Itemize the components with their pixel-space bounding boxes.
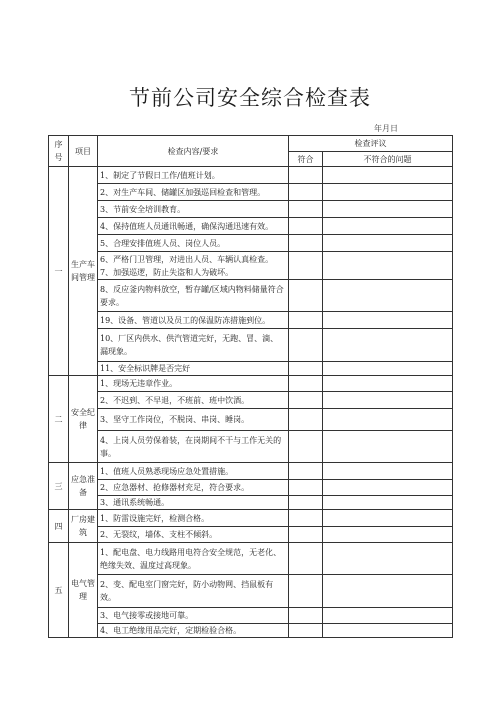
noncompliant-cell[interactable]: [323, 201, 453, 218]
compliant-cell[interactable]: [289, 608, 323, 624]
check-item: 1、值班人员熟悉现场应急处置措施。: [98, 463, 289, 480]
check-item: 4、电工绝缘用品完好，定期检验合格。: [98, 624, 289, 638]
check-item: 19、设备、管道以及员工的保温防冻措施到位。: [98, 312, 289, 329]
noncompliant-cell[interactable]: [323, 510, 453, 527]
check-item: 3、通讯系统畅通。: [98, 496, 289, 510]
section-name: 应急准备: [69, 463, 98, 510]
noncompliant-cell[interactable]: [323, 624, 453, 638]
section-name: 安全纪律: [69, 376, 98, 463]
header-evaluation: 检查评议: [289, 136, 453, 152]
compliant-cell[interactable]: [289, 624, 323, 638]
noncompliant-cell[interactable]: [323, 184, 453, 201]
noncompliant-cell[interactable]: [323, 527, 453, 543]
compliant-cell[interactable]: [289, 431, 323, 463]
compliant-cell[interactable]: [289, 184, 323, 201]
check-item: 8、反应釜内物料放空，暂存罐/区域内物料储量符合要求。: [98, 280, 289, 312]
compliant-cell[interactable]: [289, 463, 323, 480]
compliant-cell[interactable]: [289, 543, 323, 575]
noncompliant-cell[interactable]: [323, 312, 453, 329]
check-item: 4、上岗人员劳保着装，在岗期间不干与工作无关的事。: [98, 431, 289, 463]
noncompliant-cell[interactable]: [323, 431, 453, 463]
compliant-cell[interactable]: [289, 280, 323, 312]
check-item: 2、应急器材、抢修器材充足，符合要求。: [98, 480, 289, 496]
check-item: 2、对生产车间、储罐区加强巡回检查和管理。: [98, 184, 289, 201]
check-item: 10、厂区内供水、供汽管道完好，无跑、冒、滴、漏现象。: [98, 329, 289, 362]
header-content: 检查内容/要求: [98, 136, 289, 167]
noncompliant-cell[interactable]: [323, 608, 453, 624]
compliant-cell[interactable]: [289, 329, 323, 362]
section-name: 生产车间管理: [69, 167, 98, 376]
noncompliant-cell[interactable]: [323, 218, 453, 235]
check-item: 1、防雷设施完好，检测合格。: [98, 510, 289, 527]
check-item: 2、变、配电室门窗完好，防小动物网、挡鼠板有效。: [98, 575, 289, 608]
check-item: 2、无裂纹，墙体、支柱不倾斜。: [98, 527, 289, 543]
noncompliant-cell[interactable]: [323, 575, 453, 608]
header-seq: 序号: [49, 136, 69, 167]
noncompliant-cell[interactable]: [323, 252, 453, 280]
section-number: 五: [49, 543, 69, 638]
compliant-cell[interactable]: [289, 392, 323, 409]
compliant-cell[interactable]: [289, 527, 323, 543]
noncompliant-cell[interactable]: [323, 392, 453, 409]
noncompliant-cell[interactable]: [323, 376, 453, 392]
noncompliant-cell[interactable]: [323, 496, 453, 510]
check-item: 1、现场无违章作业。: [98, 376, 289, 392]
compliant-cell[interactable]: [289, 235, 323, 252]
inspection-table: [48, 135, 453, 638]
compliant-cell[interactable]: [289, 575, 323, 608]
check-item: 1、配电盘、电力线路用电符合安全规范，无老化、绝缘失效、温度过高现象。: [98, 543, 289, 575]
compliant-cell[interactable]: [289, 201, 323, 218]
page-title: 节前公司安全综合检查表: [129, 86, 371, 110]
section-number: 四: [49, 510, 69, 543]
header-item: 项目: [69, 136, 98, 167]
check-item: 2、不迟到、不早退，不班前、班中饮酒。: [98, 392, 289, 409]
section-name: 厂房建筑: [69, 510, 98, 543]
compliant-cell[interactable]: [289, 312, 323, 329]
noncompliant-cell[interactable]: [323, 409, 453, 431]
check-item: 6、严格门卫管理，对进出人员、车辆认真检查。7、加强巡逻，防止失盗和人为破坏。: [98, 252, 289, 280]
header-noncompliant: 不符合的问题: [323, 152, 453, 167]
compliant-cell[interactable]: [289, 252, 323, 280]
section-number: 一: [49, 167, 69, 376]
section-number: 三: [49, 463, 69, 510]
header-compliant: 符合: [289, 152, 323, 167]
check-item: 3、电气接零或接地可靠。: [98, 608, 289, 624]
date-label: 年月日: [374, 124, 398, 133]
noncompliant-cell[interactable]: [323, 280, 453, 312]
noncompliant-cell[interactable]: [323, 167, 453, 184]
compliant-cell[interactable]: [289, 376, 323, 392]
noncompliant-cell[interactable]: [323, 463, 453, 480]
compliant-cell[interactable]: [289, 409, 323, 431]
check-item: 3、坚守工作岗位，不脱岗、串岗、睡岗。: [98, 409, 289, 431]
table-body: [49, 167, 453, 638]
check-item: 11、安全标识牌是否完好: [98, 362, 289, 376]
check-item: 5、合理安排值班人员、岗位人员。: [98, 235, 289, 252]
check-item: 4、保持值班人员通讯畅通，确保沟通迅速有效。: [98, 218, 289, 235]
section-name: 电气管理: [69, 543, 98, 638]
noncompliant-cell[interactable]: [323, 235, 453, 252]
check-item: 3、节前安全培训教育。: [98, 201, 289, 218]
noncompliant-cell[interactable]: [323, 329, 453, 362]
compliant-cell[interactable]: [289, 167, 323, 184]
compliant-cell[interactable]: [289, 480, 323, 496]
section-number: 二: [49, 376, 69, 463]
noncompliant-cell[interactable]: [323, 543, 453, 575]
noncompliant-cell[interactable]: [323, 480, 453, 496]
table-header: [49, 136, 453, 167]
compliant-cell[interactable]: [289, 510, 323, 527]
noncompliant-cell[interactable]: [323, 362, 453, 376]
check-item: 1、制定了节假日工作/值班计划。: [98, 167, 289, 184]
compliant-cell[interactable]: [289, 218, 323, 235]
compliant-cell[interactable]: [289, 496, 323, 510]
compliant-cell[interactable]: [289, 362, 323, 376]
